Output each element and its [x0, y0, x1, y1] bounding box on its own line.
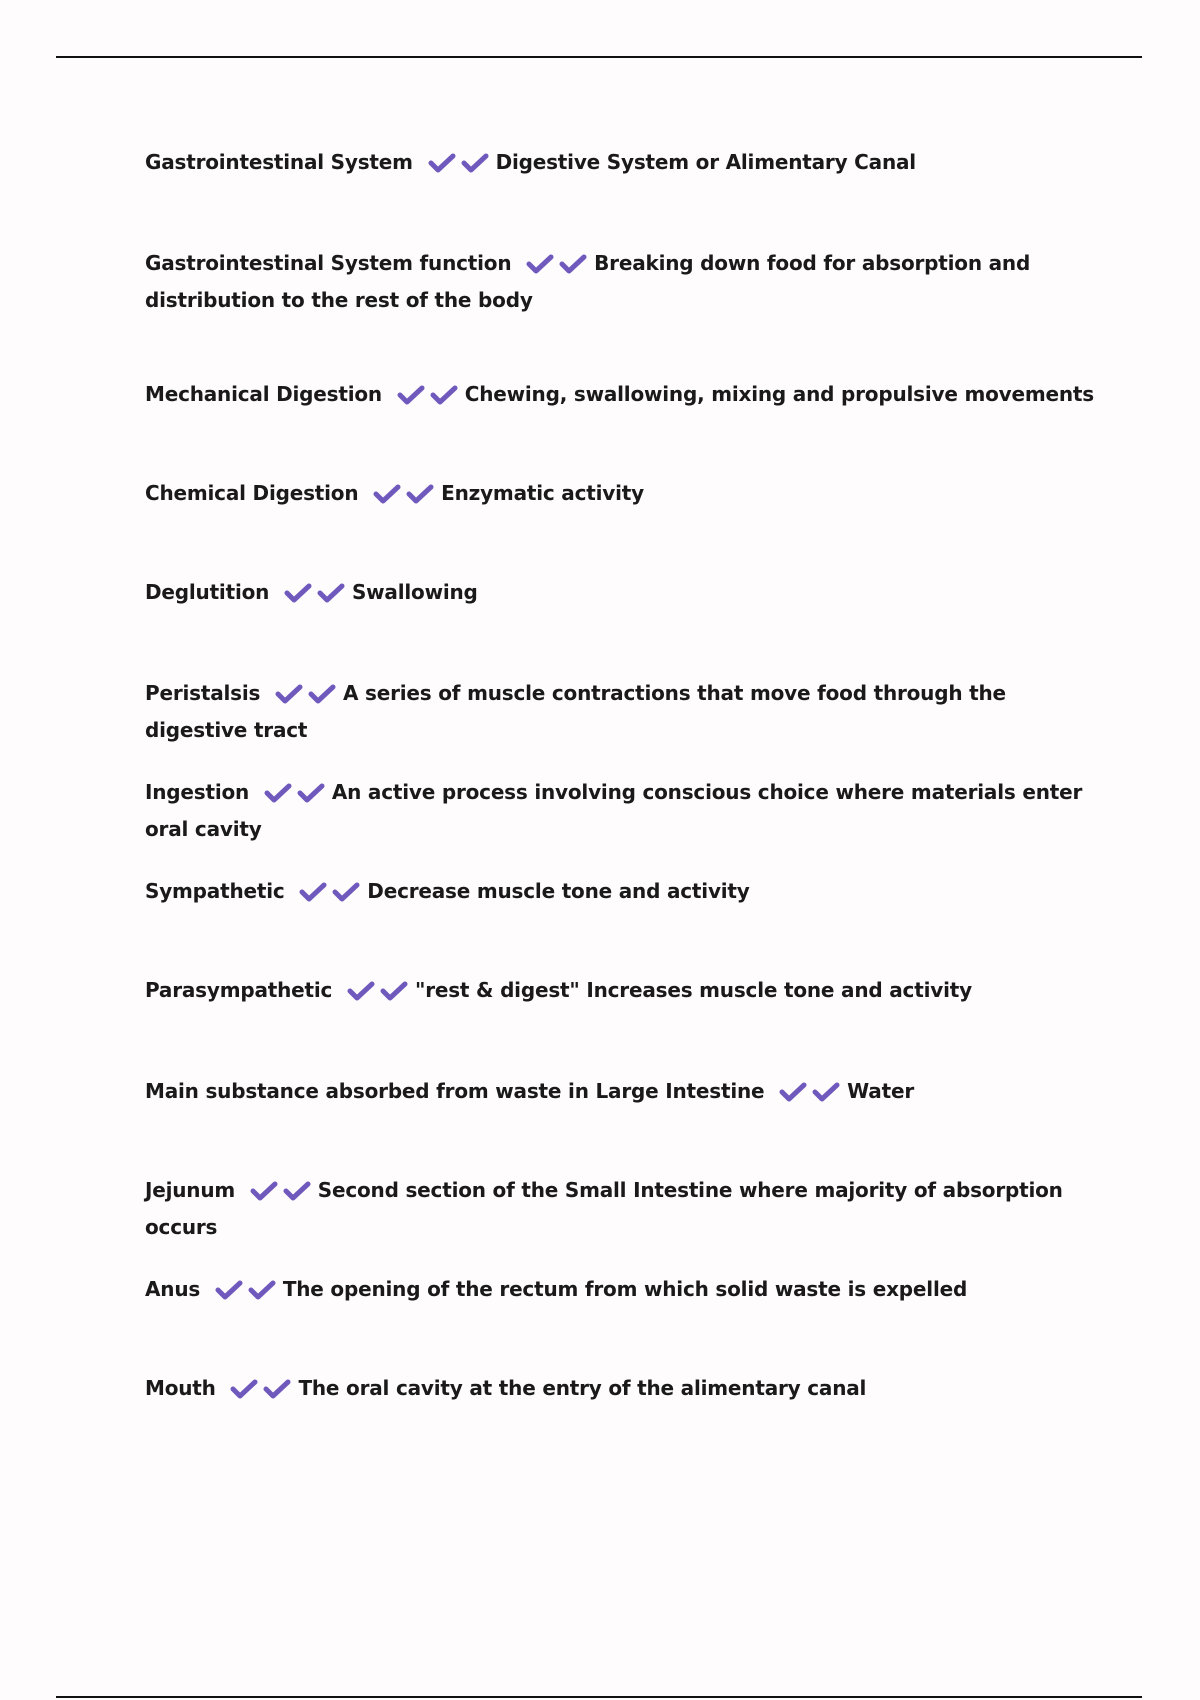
checkmark-icon	[299, 881, 327, 903]
checkmark-icon	[283, 1180, 311, 1202]
flashcard-term: Mouth	[145, 1376, 216, 1400]
checkmark-icon	[275, 683, 303, 705]
checkmark-icon	[812, 1081, 840, 1103]
flashcard-answer: "rest & digest" Increases muscle tone and activity	[414, 978, 972, 1002]
bottom-rule	[56, 1696, 1142, 1698]
flashcard-item	[145, 247, 1095, 316]
checkmark-icon	[428, 152, 456, 174]
flashcard-item	[145, 1273, 1095, 1310]
flashcard-term: Deglutition	[145, 580, 270, 604]
checkmark-icon	[380, 980, 408, 1002]
double-check	[264, 781, 330, 813]
flashcard-term: Gastrointestinal System	[145, 150, 413, 174]
flashcard-answer: An active process involving conscious choice where materials enter oral cavity	[145, 780, 1083, 841]
flashcard-answer: The oral cavity at the entry of the alimentary canal	[298, 1376, 867, 1400]
flashcard-answer: A series of muscle contractions that move food through the digestive tract	[145, 681, 1006, 742]
checkmark-icon	[250, 1180, 278, 1202]
flashcard-item	[145, 1372, 1095, 1409]
flashcard-answer: Decrease muscle tone and activity	[367, 879, 750, 903]
flashcard-item	[145, 146, 1095, 183]
double-check	[428, 151, 494, 183]
checkmark-icon	[397, 384, 425, 406]
double-check	[284, 581, 350, 613]
checkmark-icon	[332, 881, 360, 903]
checkmark-icon	[230, 1378, 258, 1400]
checkmark-icon	[406, 483, 434, 505]
double-check	[373, 482, 439, 514]
double-check	[526, 252, 592, 284]
flashcard-answer: Digestive System or Alimentary Canal	[495, 150, 916, 174]
checkmark-icon	[248, 1279, 276, 1301]
flashcard-term: Mechanical Digestion	[145, 382, 382, 406]
flashcard-answer: Breaking down food for absorption and distribution to the rest of the body	[145, 251, 1031, 312]
flashcard-item	[145, 875, 1095, 912]
double-check	[215, 1278, 281, 1310]
flashcard-answer: Swallowing	[351, 580, 478, 604]
checkmark-icon	[215, 1279, 243, 1301]
flashcard-term: Parasympathetic	[145, 978, 333, 1002]
flashcard-item	[145, 576, 1095, 613]
checkmark-icon	[297, 782, 325, 804]
flashcard-item	[145, 776, 1095, 845]
double-check	[397, 383, 463, 415]
flashcard-item	[145, 378, 1095, 415]
checkmark-icon	[526, 253, 554, 275]
flashcard-item	[145, 677, 1095, 746]
double-check	[275, 682, 341, 714]
flashcard-term: Anus	[145, 1277, 201, 1301]
flashcard-item	[145, 974, 1095, 1011]
checkmark-icon	[308, 683, 336, 705]
checkmark-icon	[373, 483, 401, 505]
flashcard-term: Main substance absorbed from waste in Large Intestine	[145, 1079, 765, 1103]
checkmark-icon	[461, 152, 489, 174]
checkmark-icon	[347, 980, 375, 1002]
checkmark-icon	[264, 782, 292, 804]
flashcard-answer: The opening of the rectum from which solid waste is expelled	[282, 1277, 968, 1301]
checkmark-icon	[430, 384, 458, 406]
double-check	[779, 1080, 845, 1112]
flashcard-term: Jejunum	[145, 1178, 236, 1202]
checkmark-icon	[779, 1081, 807, 1103]
flashcard-answer: Enzymatic activity	[441, 481, 644, 505]
flashcard-term: Peristalsis	[145, 681, 261, 705]
flashcard-answer: Chewing, swallowing, mixing and propulsive movements	[464, 382, 1094, 406]
flashcard-answer: Water	[847, 1079, 914, 1103]
double-check	[250, 1179, 316, 1211]
double-check	[230, 1377, 296, 1409]
flashcard-item	[145, 477, 1095, 514]
flashcard-item	[145, 1075, 1095, 1112]
flashcard-answer: Second section of the Small Intestine where majority of absorption occurs	[145, 1178, 1063, 1239]
checkmark-icon	[263, 1378, 291, 1400]
flashcard-term: Gastrointestinal System function	[145, 251, 512, 275]
checkmark-icon	[284, 582, 312, 604]
double-check	[347, 979, 413, 1011]
checkmark-icon	[559, 253, 587, 275]
top-rule	[56, 56, 1142, 58]
flashcard-term: Ingestion	[145, 780, 250, 804]
checkmark-icon	[317, 582, 345, 604]
double-check	[299, 880, 365, 912]
flashcard-term: Chemical Digestion	[145, 481, 359, 505]
flashcard-item	[145, 1174, 1095, 1243]
flashcard-term: Sympathetic	[145, 879, 285, 903]
